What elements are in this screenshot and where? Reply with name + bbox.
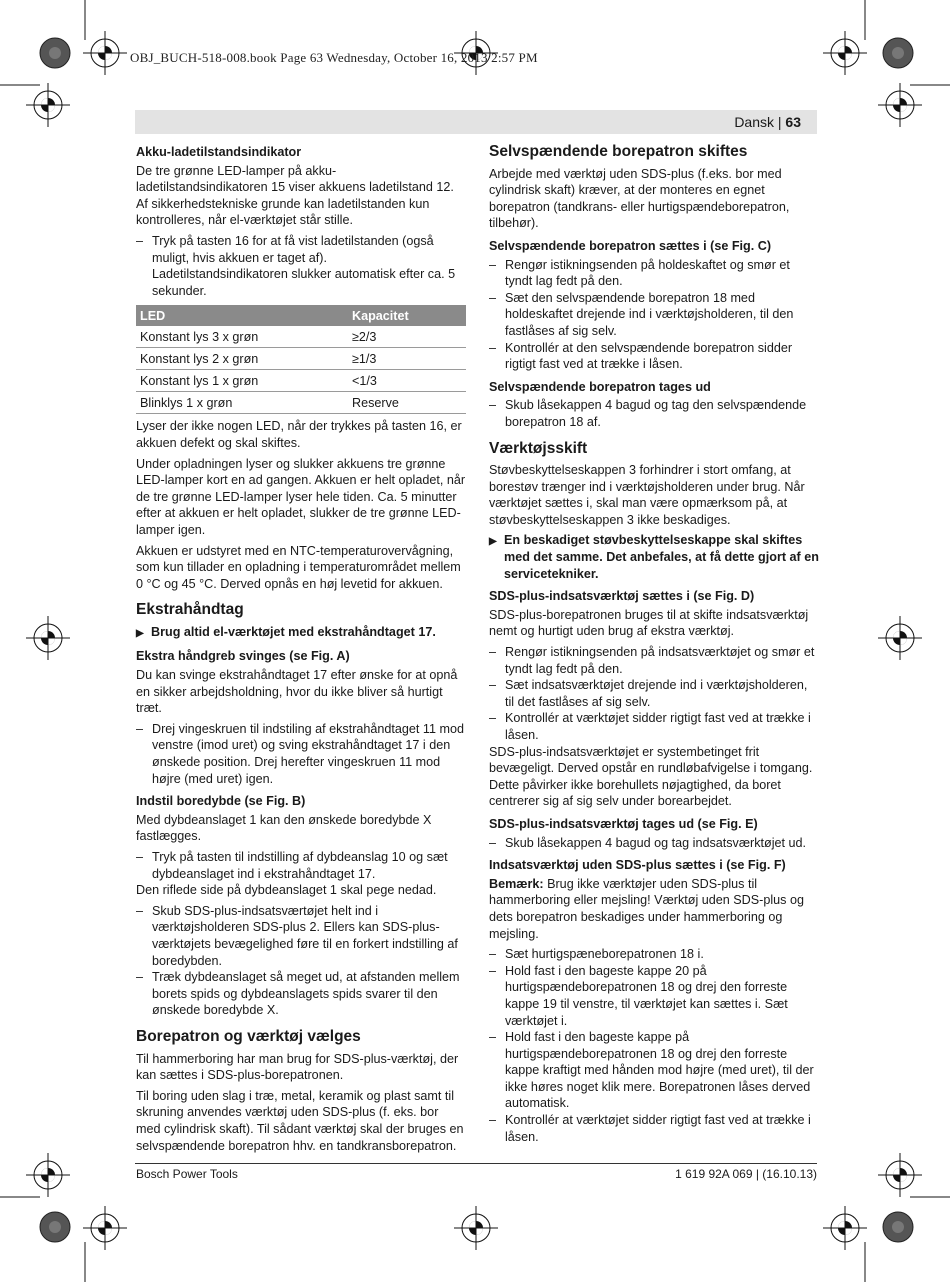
- list-item-text: Hold fast i den bageste kappe på hurtigspændeborepatronen 18 og drej den forreste kappe kraftigt med hånden mod højre (med uret), til der ikke høres noget klik mere. Borepatronen låses derved automatisk.: [505, 1030, 814, 1111]
- dash-bullet: –: [489, 645, 497, 660]
- led-status-table: [136, 305, 466, 414]
- crop-target-icon: [26, 83, 70, 127]
- list-item: [489, 963, 819, 1029]
- crop-target-icon: [878, 616, 922, 660]
- crop-target-icon: [83, 1206, 127, 1250]
- triangle-bullet-icon: ▶: [136, 627, 144, 639]
- footer-divider: [135, 1163, 817, 1164]
- list-item: [489, 710, 819, 743]
- crop-target-icon: [26, 616, 70, 660]
- crop-target-icon: [26, 1153, 70, 1197]
- paragraph: Lyser der ikke nogen LED, når der trykkes på tasten 16, er akkuen defekt og skal skiftes.: [136, 419, 462, 450]
- dash-bullet: –: [136, 850, 144, 864]
- list-item: [489, 1112, 819, 1145]
- table-cell: <1/3: [348, 370, 466, 392]
- warning-item: [489, 532, 819, 582]
- dash-bullet: –: [489, 257, 497, 272]
- page-header-bar: [135, 110, 817, 134]
- left-column: [136, 144, 466, 1158]
- list-item-text: Sæt den selvspændende borepatron 18 med holdeskaftet drejende ind i værktøjsholderen, til den fastlåses af sig selv.: [505, 290, 794, 338]
- subsection-heading: Ekstra håndgreb svinges (se Fig. A): [136, 649, 350, 664]
- registration-star-icon: [40, 38, 70, 68]
- crop-target-icon: [878, 1153, 922, 1197]
- page-header: [734, 114, 801, 130]
- subsection-heading: Indstil boredybde (se Fig. B): [136, 794, 306, 809]
- list-item: [489, 397, 819, 430]
- table-row: [136, 348, 466, 370]
- table-row: [136, 326, 466, 348]
- paragraph: Støvbeskyttelseskappen 3 forhindrer i stort omfang, at borestøv trænger ind i værktøjsholderen under brug. Når værktøjet sættes i, skal man være opmærksom på, at støvbeskyttelseskappen 3 ikke beskadiges.: [489, 463, 805, 527]
- dash-bullet: –: [136, 970, 144, 985]
- table-cell: Reserve: [348, 392, 466, 414]
- dash-bullet: –: [489, 290, 497, 305]
- paragraph: Med dybdeanslaget 1 kan den ønskede boredybde X fastlægges.: [136, 812, 432, 844]
- subsection-heading: Indsatsværktøj uden SDS-plus sættes i (se Fig. F): [489, 858, 786, 873]
- paragraph: Til hammerboring har man brug for SDS-plus-værktøj, der kan sættes i SDS-plus-borepatronen.: [136, 1051, 459, 1083]
- list-item: [489, 257, 819, 290]
- list-item-text: Tryk på tasten til indstilling af dybdeanslag 10 og sæt dybdeanslaget ind i ekstrahåndtaget 17.: [152, 850, 448, 881]
- table-cell: ≥2/3: [348, 326, 466, 348]
- dash-bullet: –: [489, 947, 497, 962]
- note-text: Brug ikke værktøjer uden SDS-plus til hammerboring eller mejsling! Værktøj uden SDS-plus og dets borepatron beskadiges under hammerboring og mejsling.: [489, 876, 804, 941]
- paragraph: Akkuen er udstyret med en NTC-temperaturovervågning, som kun tillader en opladning i temperaturområdet mellem 0 °C og 45 °C. Derved opnås en høj levetid for akkuen.: [136, 543, 461, 591]
- list-item: [489, 677, 819, 710]
- table-cell: Konstant lys 3 x grøn: [136, 326, 348, 348]
- dash-bullet: –: [489, 963, 497, 978]
- list-item-text: Træk dybdeanslaget så meget ud, at afstanden mellem borets spids og dybdeanslagets spids svarer til den ønskede boredybde X.: [152, 970, 460, 1018]
- footer-brand: Bosch Power Tools: [136, 1167, 238, 1181]
- paragraph: Den riflede side på dybdeanslaget 1 skal pege nedad.: [136, 883, 437, 898]
- dash-bullet: –: [489, 835, 497, 850]
- section-heading: Akku-ladetilstandsindikator: [136, 145, 302, 159]
- crop-target-icon: [83, 31, 127, 75]
- dash-bullet: –: [489, 711, 497, 726]
- list-item-text: Drej vingeskruen til indstiling af ekstrahåndtaget 11 mod venstre (imod uret) og sving ekstrahåndtaget 17 i den ønskede position. Drej herefter vingeskruen 11 mod højre (med uret) igen.: [152, 721, 464, 786]
- crop-target-icon: [878, 83, 922, 127]
- table-header-capacity: Kapacitet: [348, 305, 466, 326]
- table-header-row: [136, 305, 466, 326]
- footer-doc-number: 1 619 92A 069 | (16.10.13): [675, 1167, 817, 1181]
- dash-bullet: –: [136, 903, 144, 918]
- list-item: [489, 290, 819, 340]
- crop-target-icon: [454, 1206, 498, 1250]
- list-item-text: Skub SDS-plus-indsatsværtøjet helt ind i værktøjsholderen SDS-plus 2. Ellers kan SDS-plus-værktøjets bevægelighed føre til en forkert indstilling af boredybden.: [152, 903, 458, 968]
- list-item-text: Sæt hurtigspæneborepatronen 18 i.: [505, 947, 704, 962]
- paragraph: Under opladningen lyser og slukker akkuens tre grønne LED-lamper kort en ad gangen. Akkuen er helt opladet, når de tre grønne LED-lamper lyser hele tiden. Ca. 5 minutter efter at akkuen er helt opladet, slukker de tre grønne LED-lamper igen.: [136, 456, 466, 537]
- paragraph: Du kan svinge ekstrahåndtaget 17 efter ønske for at opnå en sikker arbejdsholdning, hvor du ikke bliver så hurtigt træt.: [136, 668, 458, 716]
- table-row: [136, 392, 466, 414]
- dash-bullet: –: [489, 398, 497, 413]
- dash-bullet: –: [489, 1113, 497, 1128]
- list-item-text: Hold fast i den bageste kappe 20 på hurtigspændeborepatronen 18 og drej den forreste kappe 19 til venstre, til værktøjet kan sættes i. Sæt værktøjet i.: [505, 963, 788, 1028]
- section-heading: Værktøjsskift: [489, 439, 588, 457]
- list-item: [136, 969, 466, 1019]
- registration-star-icon: [40, 1212, 70, 1242]
- list-item-text: Skub låsekappen 4 bagud og tag indsatsværktøjet ud.: [505, 835, 807, 850]
- list-item-text: Skub låsekappen 4 bagud og tag den selvspændende borepatron 18 af.: [505, 398, 807, 429]
- right-column: [489, 144, 819, 1145]
- crop-target-icon: [823, 31, 867, 75]
- list-item-text: Kontrollér at den selvspændende borepatron sidder rigtigt fast ved at trække i låsen.: [505, 340, 793, 372]
- list-item-text: Kontrollér at værktøjet sidder rigtigt fast ved at trække i låsen.: [505, 1113, 811, 1144]
- table-header-led: LED: [136, 305, 348, 326]
- note-label: Bemærk:: [489, 876, 544, 891]
- list-item-text: Kontrollér at værktøjet sidder rigtigt fast ved at trække i låsen.: [505, 711, 811, 742]
- dash-bullet: –: [136, 233, 144, 248]
- list-item: [489, 644, 819, 677]
- list-item: [136, 233, 466, 299]
- table-cell: Konstant lys 1 x grøn: [136, 370, 348, 392]
- warning-item: [136, 624, 466, 643]
- page-number: 63: [785, 114, 801, 130]
- paragraph: De tre grønne LED-lamper på akku-ladetilstandsindikatoren 15 viser akkuens ladetilstand 12. Af sikkerhedstekniske grunde kan ladetilstanden kun kontrolleres, når el-værktøjet står stille.: [136, 163, 454, 228]
- list-item-text: Tryk på tasten 16 for at få vist ladetilstanden (også muligt, hvis akkuen er taget af). Ladetilstandsindikatoren slukker automatisk efter ca. 5 sekunder.: [152, 233, 456, 298]
- note-paragraph: [489, 876, 819, 942]
- table-row: [136, 370, 466, 392]
- section-heading: Selvspændende borepatron skiftes: [489, 143, 748, 160]
- list-item-text: Rengør istikningsenden på holdeskaftet og smør et tyndt lag fedt på den.: [505, 257, 790, 289]
- warning-text: En beskadiget støvbeskyttelseskappe skal skiftes med det samme. Det anbefales, at få dette gjort af en servicetekniker.: [504, 533, 819, 581]
- list-item-text: Rengør istikningsenden på indsatsværktøjet og smør et tyndt lag fedt på den.: [505, 645, 815, 676]
- subsection-heading: SDS-plus-indsatsværktøj sættes i (se Fig. D): [489, 589, 755, 604]
- section-heading: Ekstrahåndtag: [136, 601, 244, 619]
- paragraph: Til boring uden slag i træ, metal, keramik og plast samt til skruning anvendes værktøj uden SDS-plus (f. eks. bor med cylindrisk skaft). Til sådant værktøj skal der bruges en selvspændende borepatron hhv. en tandkransborepatron.: [136, 1088, 464, 1153]
- registration-star-icon: [883, 1212, 913, 1242]
- list-item: [489, 946, 819, 963]
- dash-bullet: –: [489, 678, 497, 693]
- list-item: [489, 835, 819, 852]
- warning-text: Brug altid el-værktøjet med ekstrahåndtaget 17.: [151, 624, 436, 639]
- dash-bullet: –: [136, 721, 144, 736]
- table-cell: Blinklys 1 x grøn: [136, 392, 348, 414]
- list-item: [136, 849, 466, 882]
- paragraph: SDS-plus-indsatsværktøjet er systembetinget frit bevægeligt. Derved opstår en rundløbafvigelse i tomgang. Dette påvirker ikke borehullets nøjagtighed, da boret centrerer sig af sig selv under borearbejdet.: [489, 744, 813, 809]
- dash-bullet: –: [489, 340, 497, 355]
- header-language: Dansk: [734, 114, 774, 130]
- triangle-bullet-icon: ▶: [489, 536, 497, 548]
- dash-bullet: –: [489, 1030, 497, 1045]
- list-item: [136, 721, 466, 787]
- paragraph: Arbejde med værktøj uden SDS-plus (f.eks. bor med cylindrisk skaft) kræver, at der monteres en egnet borepatron (tandkrans- eller hurtigspændeborepatron, tilbehør).: [489, 166, 790, 231]
- list-item-text: Sæt indsatsværktøjet drejende ind i værktøjsholderen, til det fastlåses af sig selv.: [505, 678, 808, 709]
- subsection-heading: SDS-plus-indsatsværktøj tages ud (se Fig. E): [489, 816, 758, 831]
- crop-target-icon: [823, 1206, 867, 1250]
- subsection-heading: Selvspændende borepatron sættes i (se Fig. C): [489, 238, 772, 253]
- list-item: [489, 340, 819, 373]
- print-slug-line: OBJ_BUCH-518-008.book Page 63 Wednesday, October 16, 2013 2:57 PM: [130, 50, 538, 65]
- section-heading: Borepatron og værktøj vælges: [136, 1027, 361, 1045]
- paragraph: SDS-plus-borepatronen bruges til at skifte indsatsværktøj nemt og hurtigt uden brug af ekstra værktøj.: [489, 607, 809, 639]
- registration-star-icon: [883, 38, 913, 68]
- list-item: [489, 1029, 819, 1112]
- header-separator: |: [774, 114, 786, 130]
- list-item: [136, 903, 466, 969]
- subsection-heading: Selvspændende borepatron tages ud: [489, 379, 711, 394]
- table-cell: ≥1/3: [348, 348, 466, 370]
- table-cell: Konstant lys 2 x grøn: [136, 348, 348, 370]
